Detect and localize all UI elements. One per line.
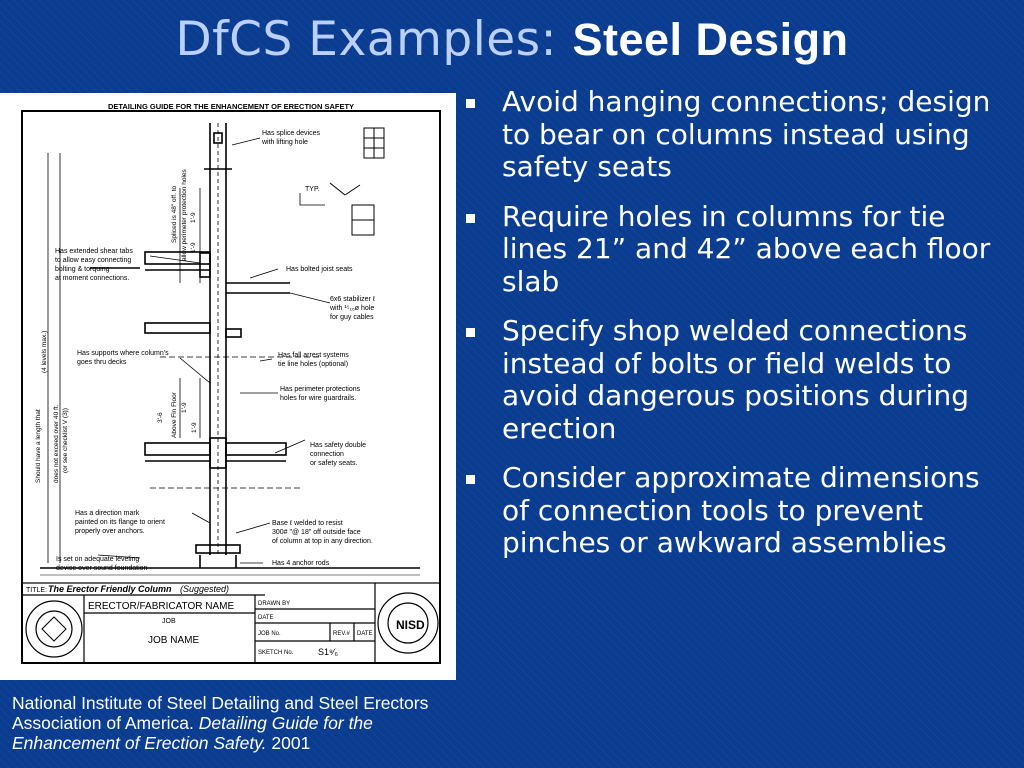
note-anchor-rods: Has 4 anchor rods (272, 560, 330, 567)
bullet-text: Avoid hanging connections; design to bear on columns instead using safety seats (502, 85, 991, 183)
dim-splice2: allow perimeter protection holes (181, 169, 188, 261)
vert-left-4: (or see checklist V (3)) (62, 407, 69, 473)
caption-year: 2001 (271, 733, 311, 753)
bullet-square-icon (466, 475, 475, 484)
note-shear-tabs: Has extended shear tabs to allow easy connecting bolting & torquing at moment connections. (55, 248, 133, 282)
tb-rev: REV.# (333, 631, 350, 637)
caption-italic: Detailing Guide for the Enhancement of Erection Safety. (12, 713, 373, 753)
title-main: Steel Design (572, 14, 849, 65)
slide-title (0, 8, 1024, 72)
note-joist-seats: Has bolted joist seats (286, 266, 353, 273)
tb-job-no: JOB No. (258, 631, 281, 637)
sea-seal (42, 617, 66, 641)
bullet-text: Specify shop welded connections instead of bolts or field welds to avoid dangerous positions during erection (502, 314, 969, 445)
tb-suggested: (Suggested) (180, 584, 230, 594)
tb-drawn-by: DRAWN BY (258, 601, 291, 607)
dim-d: 1'-9 (181, 402, 188, 413)
vert-left-2: Should have a length that (35, 409, 42, 483)
tb-title: The Erector Friendly Column (48, 584, 172, 594)
note-direction: Has a direction mark painted on its flange to orient properly over anchors. (75, 510, 165, 535)
bullet-square-icon (466, 328, 475, 337)
bullet-item (464, 201, 1012, 299)
bullet-text: Consider approximate dimensions of connection tools to prevent pinches or awkward assemblies (502, 461, 980, 559)
note-splice: Has splice devices with lifting hole (262, 130, 320, 146)
dim-a: 1'-9 (190, 212, 197, 223)
caption-text: National Institute of Steel Detailing and Steel Erectors Association of America. (12, 693, 429, 733)
drawing-header: DETAILING GUIDE FOR THE ENHANCEMENT OF ERECTION SAFETY (107, 102, 355, 111)
seal-nisd: NISD (396, 618, 425, 632)
vert-left-3: does not exceed over 40 ft. (53, 404, 60, 483)
above-floor: Above Fin Floor (171, 392, 178, 438)
bullet-text: Require holes in columns for tie lines 21” and 42” above each floor slab (502, 199, 991, 298)
note-supports: Has supports where column's goes thru decks (77, 350, 169, 366)
column-drawing-svg (0, 93, 456, 680)
bullet-square-icon (466, 99, 475, 108)
source-caption (12, 693, 482, 753)
bullet-item (464, 315, 1012, 445)
note-base-plate: Base ℓ welded to resist 300# "@ 18" off outside face of column at top in any direction. (272, 520, 373, 545)
bullet-square-icon (466, 214, 475, 223)
tb-date2: DATE (357, 631, 373, 637)
dim-b: 1'-9 (190, 242, 197, 253)
bullet-list (464, 86, 1012, 577)
note-perimeter: Has perimeter protections holes for wire guardrails. (280, 386, 361, 402)
title-prefix: DfCS Examples: (175, 12, 557, 67)
tb-sketch-val: S1⁹⁄₆ (318, 647, 338, 657)
tb-job-name: JOB NAME (148, 635, 200, 646)
tb-company: ERECTOR/FABRICATOR NAME (88, 601, 235, 612)
note-stabilizer: 6x6 stabilizer ℓ with ¹⁵₁₆ø hole for guy cables (330, 296, 376, 321)
bullet-item (464, 86, 1012, 184)
note-fall-arrest: Has fall arrest systems tie line holes (optional) (278, 352, 349, 368)
tb-date: DATE (258, 615, 274, 621)
bullet-item (464, 462, 1012, 560)
dim-e: 1'-9 (191, 422, 198, 433)
note-typ: TYP. (305, 186, 320, 193)
vert-left: (4 levels max.) (41, 330, 48, 373)
tb-title-label: TITLE: (26, 587, 48, 594)
dim-splice: Spliced is 48" off. to (171, 185, 178, 243)
tb-sketch-no: SKETCH No. (258, 650, 294, 656)
detailing-drawing (0, 93, 456, 680)
tb-job-label: JOB (162, 618, 176, 625)
note-double-conn: Has safety double connection or safety seats. (310, 442, 367, 467)
note-leveling: Is set on adequate leveling device over sound foundation (56, 556, 148, 572)
dim-c: 3'-6 (157, 412, 164, 423)
